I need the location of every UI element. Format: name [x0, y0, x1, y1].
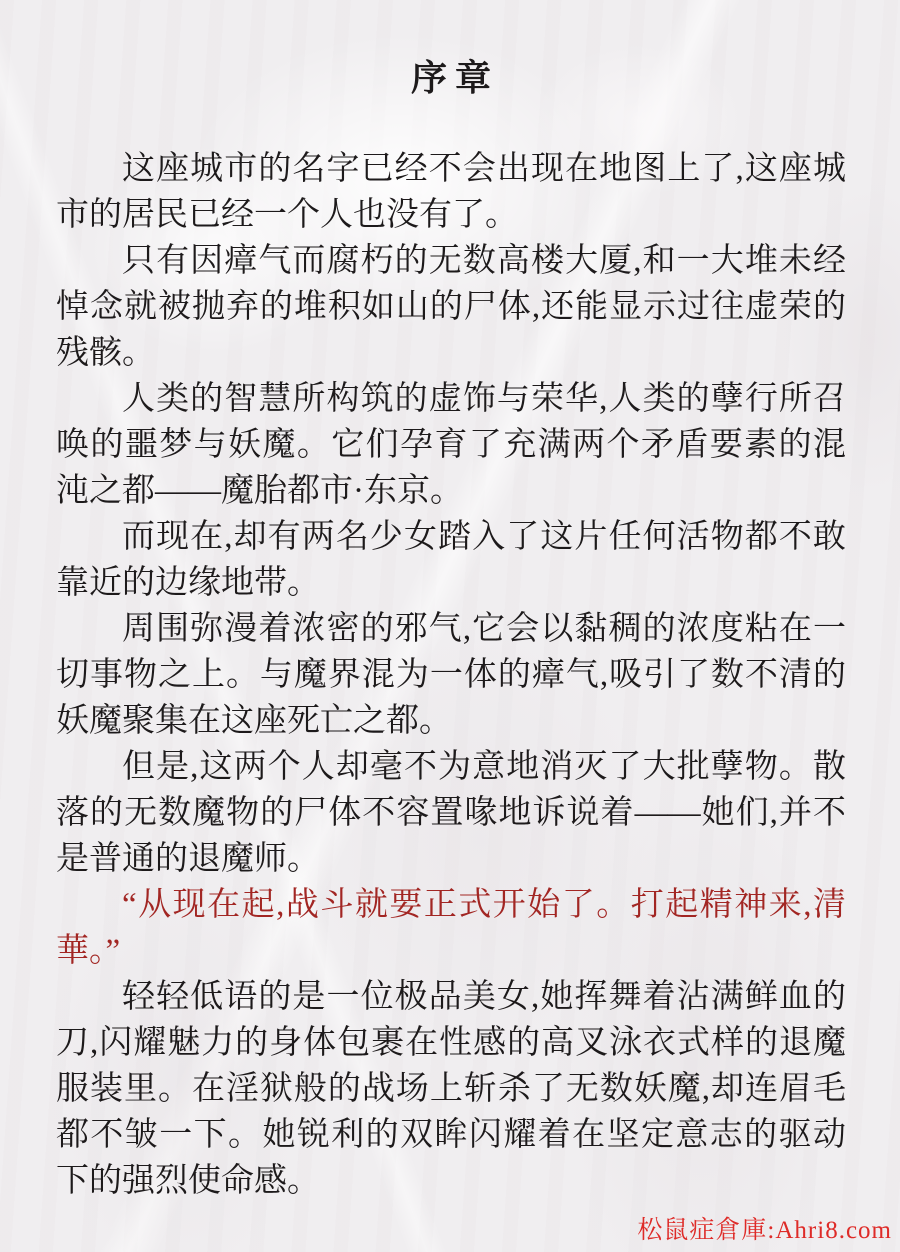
chapter-title: 序章 [410, 58, 499, 98]
paragraph-6: 但是,这两个人却毫不为意地消灭了大批孽物。散落的无数魔物的尸体不容置喙地诉说着——她们,并不是普通的退魔师。 [56, 749, 846, 877]
paragraph-3: 人类的智慧所构筑的虚饰与荣华,人类的孽行所召唤的噩梦与妖魔。它们孕育了充满两个矛盾要素的混沌之都——魔胎都市·东京。 [56, 381, 846, 509]
paragraph-5: 周围弥漫着浓密的邪气,它会以黏稠的浓度粘在一切事物之上。与魔界混为一体的瘴气,吸引了数不清的妖魔聚集在这座死亡之都。 [56, 611, 846, 739]
dialogue-paragraph: “从现在起,战斗就要正式开始了。打起精神来,清華。” [56, 887, 846, 969]
paragraph-2: 只有因瘴气而腐朽的无数高楼大厦,和一大堆未经悼念就被抛弃的堆积如山的尸体,还能显示过往虚荣的残骸。 [56, 243, 846, 371]
watermark: 松鼠症倉庫:Ahri8.com [637, 1217, 892, 1244]
paragraph-4: 而现在,却有两名少女踏入了这片任何活物都不敢靠近的边缘地带。 [56, 519, 846, 601]
paragraph-8: 轻轻低语的是一位极品美女,她挥舞着沾满鲜血的刀,闪耀魅力的身体包裹在性感的高叉泳衣式样的退魔服装里。在淫狱般的战场上斩杀了无数妖魔,却连眉毛都不皱一下。她锐利的双眸闪耀着在坚定意志的驱动下的强烈使命感。 [56, 979, 846, 1199]
page-content [56, 56, 846, 1204]
paragraph-1: 这座城市的名字已经不会出现在地图上了,这座城市的居民已经一个人也没有了。 [56, 151, 846, 233]
